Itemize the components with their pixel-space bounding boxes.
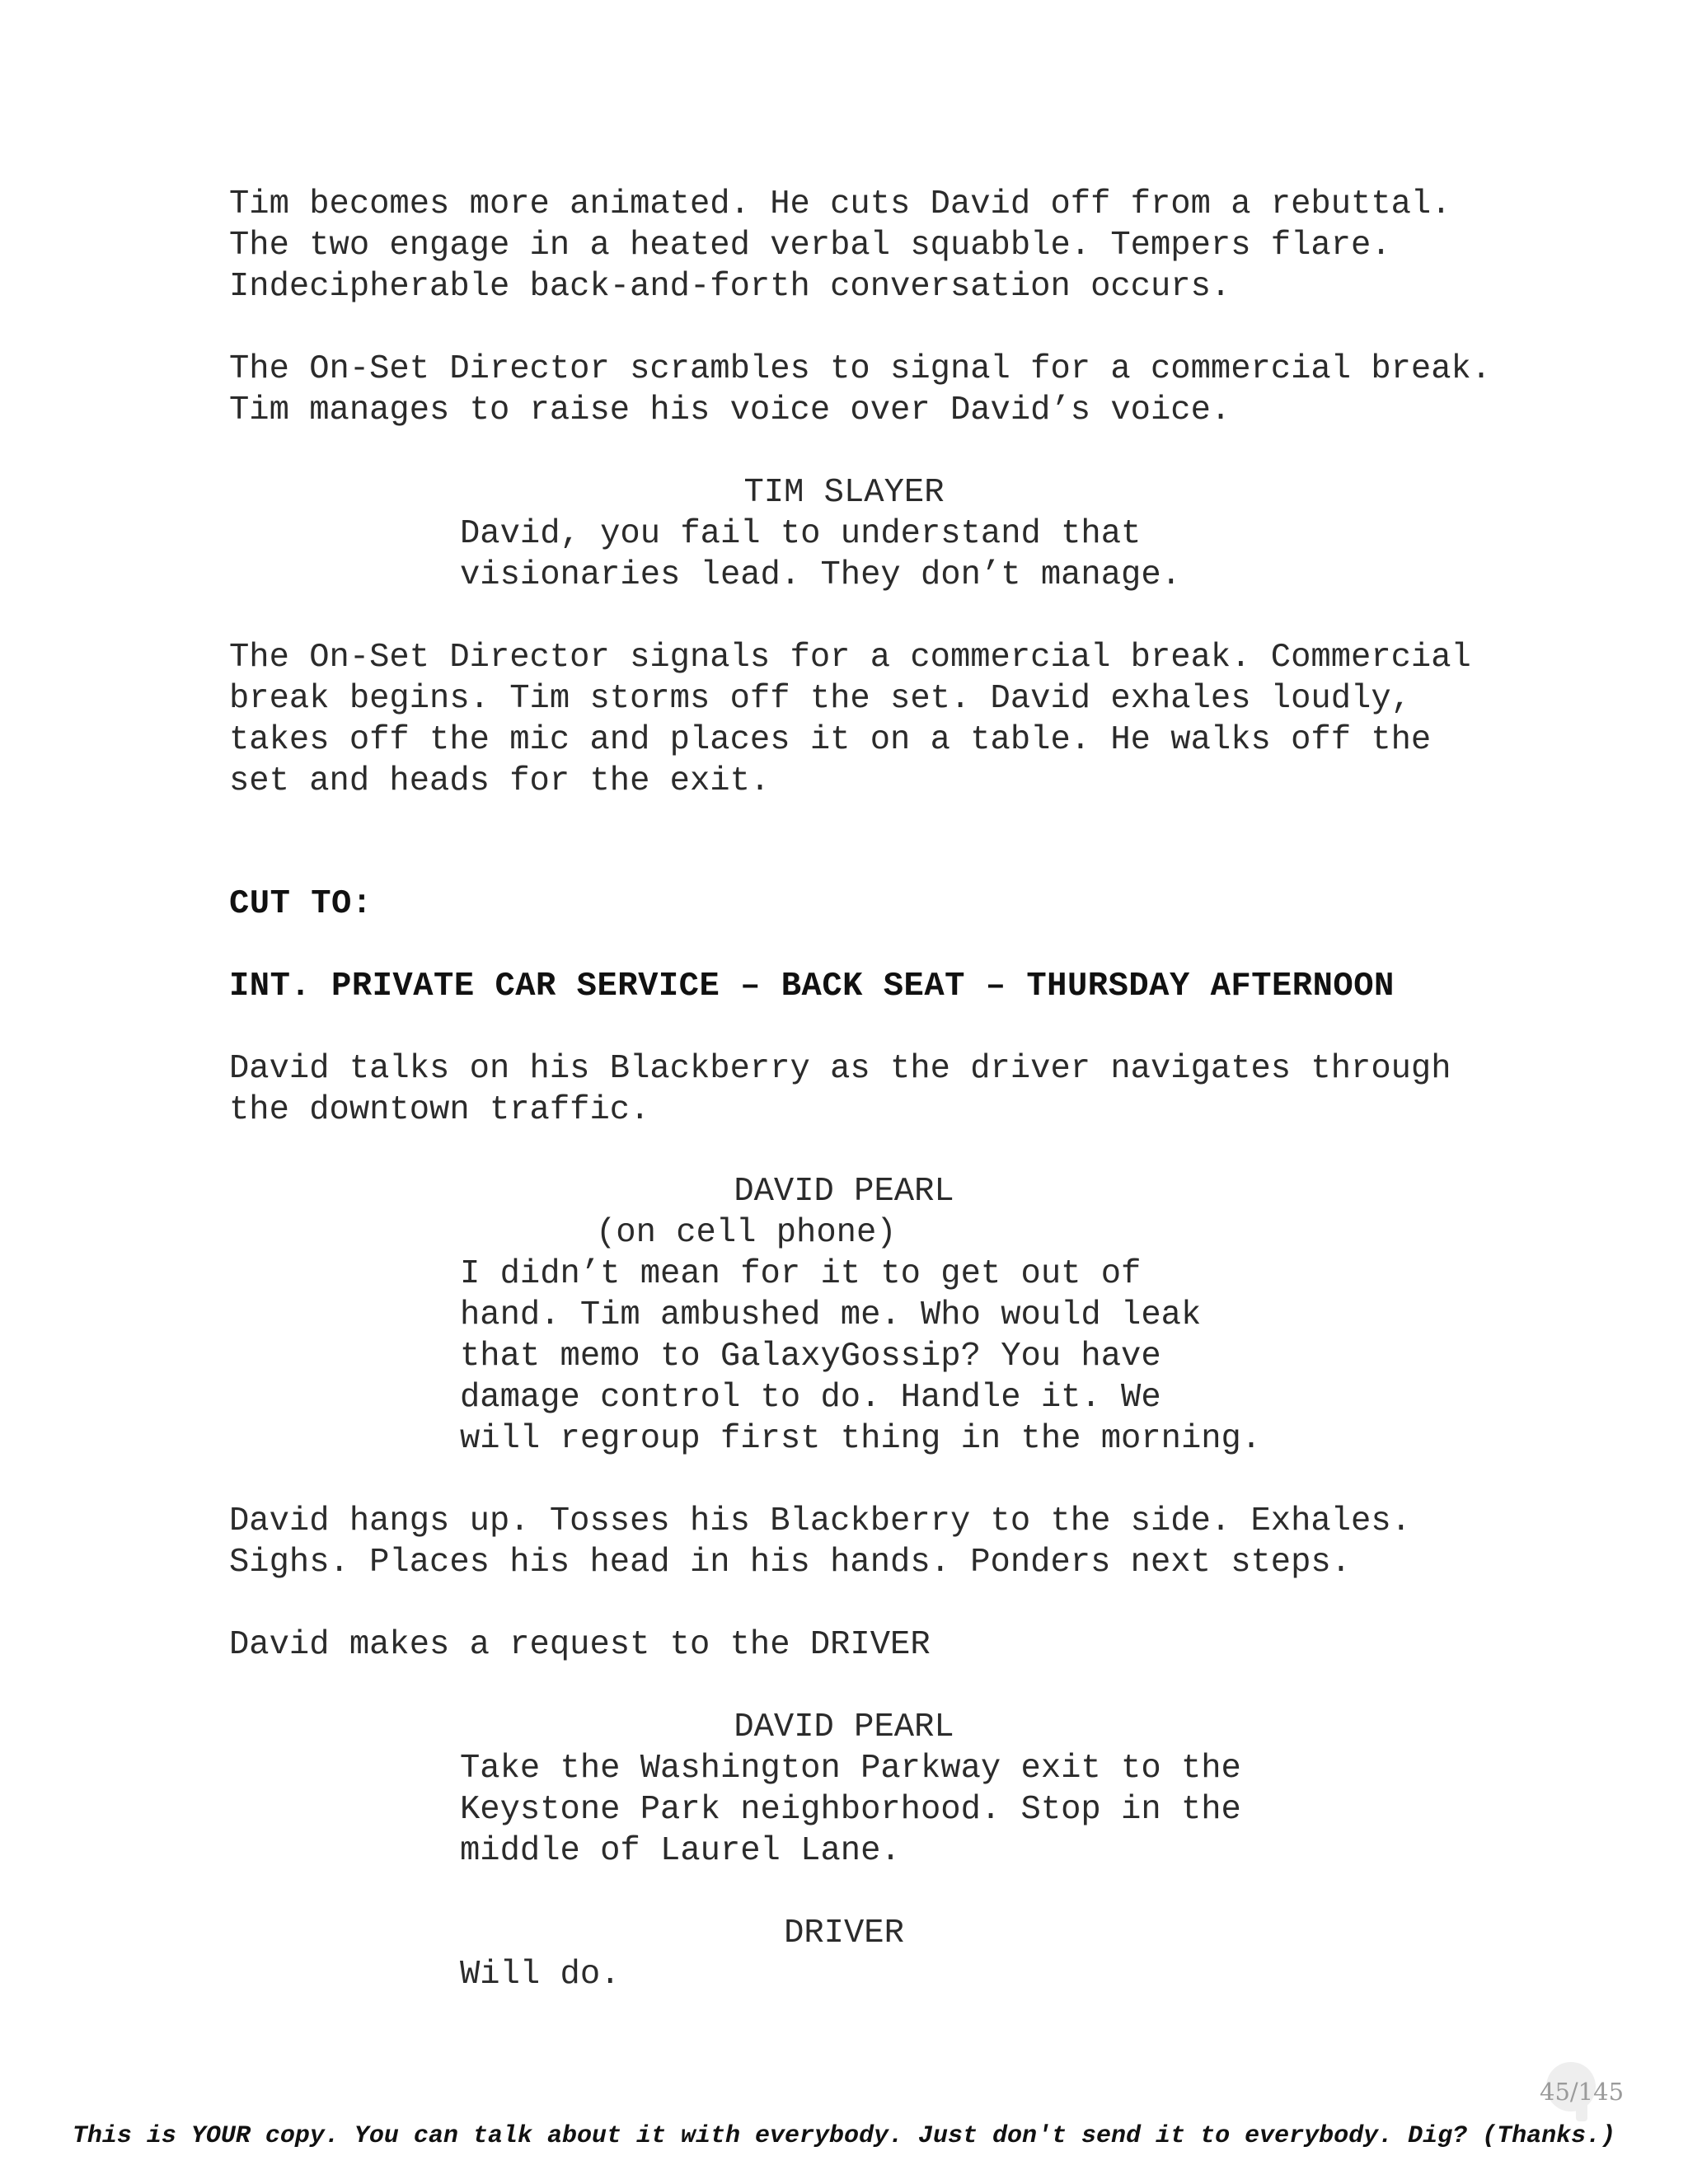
character-name: DAVID PEARL <box>734 1708 954 1746</box>
dialogue-line: hand. Tim ambushed me. Who would leak <box>460 1296 1202 1334</box>
dialogue-line: damage control to do. Handle it. We <box>460 1379 1161 1417</box>
dialogue-line: I didn’t mean for it to get out of <box>460 1255 1142 1293</box>
dialogue-line: David, you fail to understand that <box>460 515 1142 553</box>
character-name: DRIVER <box>784 1915 904 1952</box>
action-line: The On-Set Director signals for a commercial break. Commercial <box>229 639 1471 677</box>
action-line: Indecipherable back-and-forth conversation occurs. <box>229 268 1231 306</box>
dialogue-line: Take the Washington Parkway exit to the <box>460 1750 1241 1788</box>
dialogue-line: Will do. <box>460 1956 621 1994</box>
parenthetical: (on cell phone) <box>596 1214 897 1252</box>
action-line: Tim manages to raise his voice over David’s voice. <box>229 391 1231 429</box>
action-line: break begins. Tim storms off the set. David exhales loudly, <box>229 680 1411 718</box>
dialogue-line: visionaries lead. They don’t manage. <box>460 556 1181 594</box>
action-line: set and heads for the exit. <box>229 762 771 800</box>
footer-notice: This is YOUR copy. You can talk about it with everybody. Just don't send it to everybody. Dig? (Thanks.) <box>72 2122 1616 2150</box>
action-line: David makes a request to the DRIVER <box>229 1626 931 1664</box>
action-line: David talks on his Blackberry as the driver navigates through <box>229 1050 1451 1088</box>
dialogue-line: will regroup first thing in the morning. <box>460 1420 1262 1458</box>
dialogue-line: that memo to GalaxyGossip? You have <box>460 1338 1161 1376</box>
character-name: TIM SLAYER <box>743 474 945 512</box>
action-line: David hangs up. Tosses his Blackberry to the side. Exhales. <box>229 1502 1411 1540</box>
action-line: the downtown traffic. <box>229 1091 650 1129</box>
page-number: 45/145 <box>1540 2078 1625 2106</box>
action-line: Tim becomes more animated. He cuts David off from a rebuttal. <box>229 185 1451 223</box>
action-line: The two engage in a heated verbal squabble. Tempers flare. <box>229 227 1391 265</box>
transition: CUT TO: <box>229 885 373 923</box>
dialogue-line: Keystone Park neighborhood. Stop in the <box>460 1791 1241 1829</box>
action-line: takes off the mic and places it on a table. He walks off the <box>229 721 1432 759</box>
action-line: The On-Set Director scrambles to signal for a commercial break. <box>229 350 1492 388</box>
scene-heading: INT. PRIVATE CAR SERVICE – BACK SEAT – THURSDAY AFTERNOON <box>229 968 1395 1005</box>
dialogue-line: middle of Laurel Lane. <box>460 1832 901 1870</box>
character-name: DAVID PEARL <box>734 1173 954 1211</box>
action-line: Sighs. Places his head in his hands. Ponders next steps. <box>229 1544 1352 1582</box>
